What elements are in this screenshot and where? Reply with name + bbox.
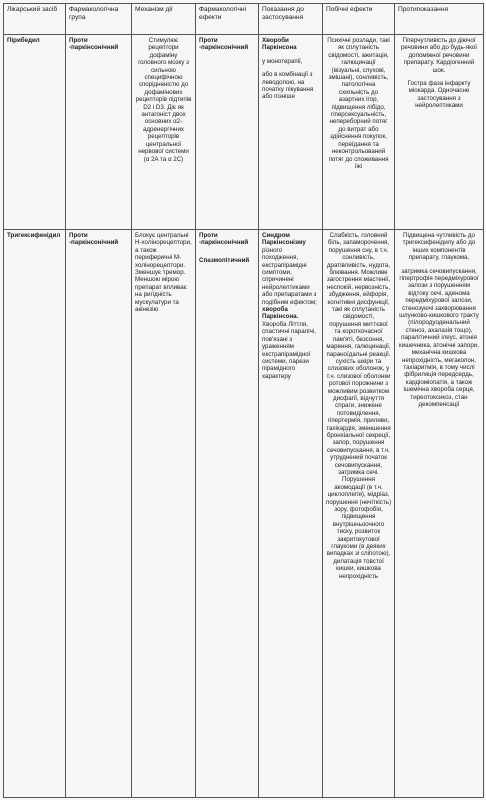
drug-side-effects [323, 35, 395, 230]
contra-text-1: Гіперчутливість до діючої речовини або до будь-якої допоміжної речовини препарату. Кардіогенний шок. [400, 37, 478, 74]
contra-text-1: Підвищена чутливість до тригексифенідилу або до інших компонентів препарату, глаукома, [402, 232, 476, 262]
contra-text-2: затримка сечовипускання, гіпертрофія передміхурової залози з порушенням відтоку сечі, аденома передміхурової залози, стенозуючі захворювання шлунково-кишкового тракту (пілородуоденальний стеноз, ахалазія тощо), паралітичний ілеус, атонія кишечника, атонічні запори, механічна кишкова непрохідність, мегаколон, тахіаритмія, в тому числі фібриляція передсердь, кардіоміопатія, а також ішемічна хвороба серця, тиреотоксикоз, стан декомпенсації [399, 267, 479, 408]
table-row [4, 230, 484, 798]
indications-title: Хвороби Паркінсона [262, 37, 297, 52]
contra-text-2: Гостра фаза інфаркту міокарда. Одночасне застосування з нейролептиками [407, 80, 471, 110]
header-side-effects: Побічні ефекти [323, 4, 395, 35]
drug-indications [259, 230, 323, 798]
drug-group: Проти -паркінсонічний [66, 230, 132, 798]
drug-mechanism [132, 35, 196, 230]
header-indications: Показання до застосування [259, 4, 323, 35]
indications-text-2: Хвороба Літтля, спастичні паралічі, пов'язані з ураженням екстрапірамідної системи, парези пірамідного характеру [262, 320, 316, 380]
indications-text-1: різного походження, екстрапірамідні симптоми, спричинені нейролептиками або препаратами з подібним ефектом; [262, 246, 317, 306]
drug-group: Проти -паркінсонічний [66, 35, 132, 230]
indications-title: Синдром Паркінсонізму [262, 232, 306, 247]
drug-name: Пірибедил [4, 35, 66, 230]
mechanism-text: Блокує центральні Н-холінорецептори, а також периферичні М-холінорецептори. Зменшує тремор. Меншою мірою препарат впливає на ригідність мускулатури та акінезію [135, 232, 192, 314]
indications-text-1: у монотерапії, [262, 57, 303, 65]
drug-indications [259, 35, 323, 230]
header-group: Фармакологічна група [66, 4, 132, 35]
drug-table [3, 3, 484, 798]
drug-side-effects [323, 230, 395, 798]
drug-contraindications [395, 35, 484, 230]
drug-effects: Проти -паркінсонічний [196, 35, 259, 230]
drug-contraindications [395, 230, 484, 798]
header-mechanism: Механізм дії [132, 4, 196, 35]
effects-text-1: Проти -паркінсонічний [199, 232, 249, 247]
mechanism-text: Стимулює рецептори дофаміну головного мозку з сильною специфічною спорідненістю до дофамінових рецепторів підтипів D2 і D3. Діє як антагоніст двох основних α2-адренергічних рецепторів центральної нервової системи (α 2A та α 2С) [135, 37, 192, 163]
indications-text-2: або в комбінації з леводопою, на початку лікування або пізніше [262, 71, 314, 101]
side-effects-text: Слабкість, головний біль, запаморочення, порушення сну, в т.ч. сонливість, дратівливість, нудота, блювання. Можливе загострення міастенії, неспокій, нервозність, збудження, ейфорія, когнітивні дисфункції, такі як сплутаність свідомості, порушення миттєвої та короткочасної пам'яті, безсоння, марення, галюцинації, параноїдальні реакції. сухість шкіри та слизових оболонок, у т.ч. слизової оболонки ротової порожнини з можливим розвитком дисфагії, відчуття спраги, знижене потовиділення, гіпертермія, приливи, тахікардія, зменшення бронхіальної секреції, запор, порушення сечовипускання, в т.ч. утруднений початок сечовипускання, затримка сечі. Порушення акомодації (в т.ч. циклоплегія), мідріаз, порушення (нечіткість) зору, фотофобія, підвищення внутрішньоочного тиску, розвиток закритокутової глаукоми (в деяких випадках зі сліпотою), дилатація товстої кишки, кишкова непрохідність [326, 232, 392, 580]
header-contraindications: Протипоказання [395, 4, 484, 35]
effects-text-2: Спазмолітичний [199, 256, 250, 264]
header-effects: Фармакологічні ефекти [196, 4, 259, 35]
indications-title-2: хвороба Паркінсона. [262, 306, 299, 321]
drug-effects [196, 230, 259, 798]
header-row [4, 4, 484, 35]
table-row [4, 35, 484, 230]
side-effects-text: Психічні розлади, такі як сплутаність свідомості, ажитація, галюцинації (візуальні, слухові, змішані), сонливість, патологічна схильність до азартних ігор, підвищення лібідо, гіперсексуальність, непереборний потяг до витрат або здійснення покупок, переїдання та неконтрольований потяг до споживання їжі [327, 37, 390, 170]
drug-mechanism [132, 230, 196, 798]
drug-name: Тригексифенідил [4, 230, 66, 798]
header-drug: Лікарський засіб [4, 4, 66, 35]
